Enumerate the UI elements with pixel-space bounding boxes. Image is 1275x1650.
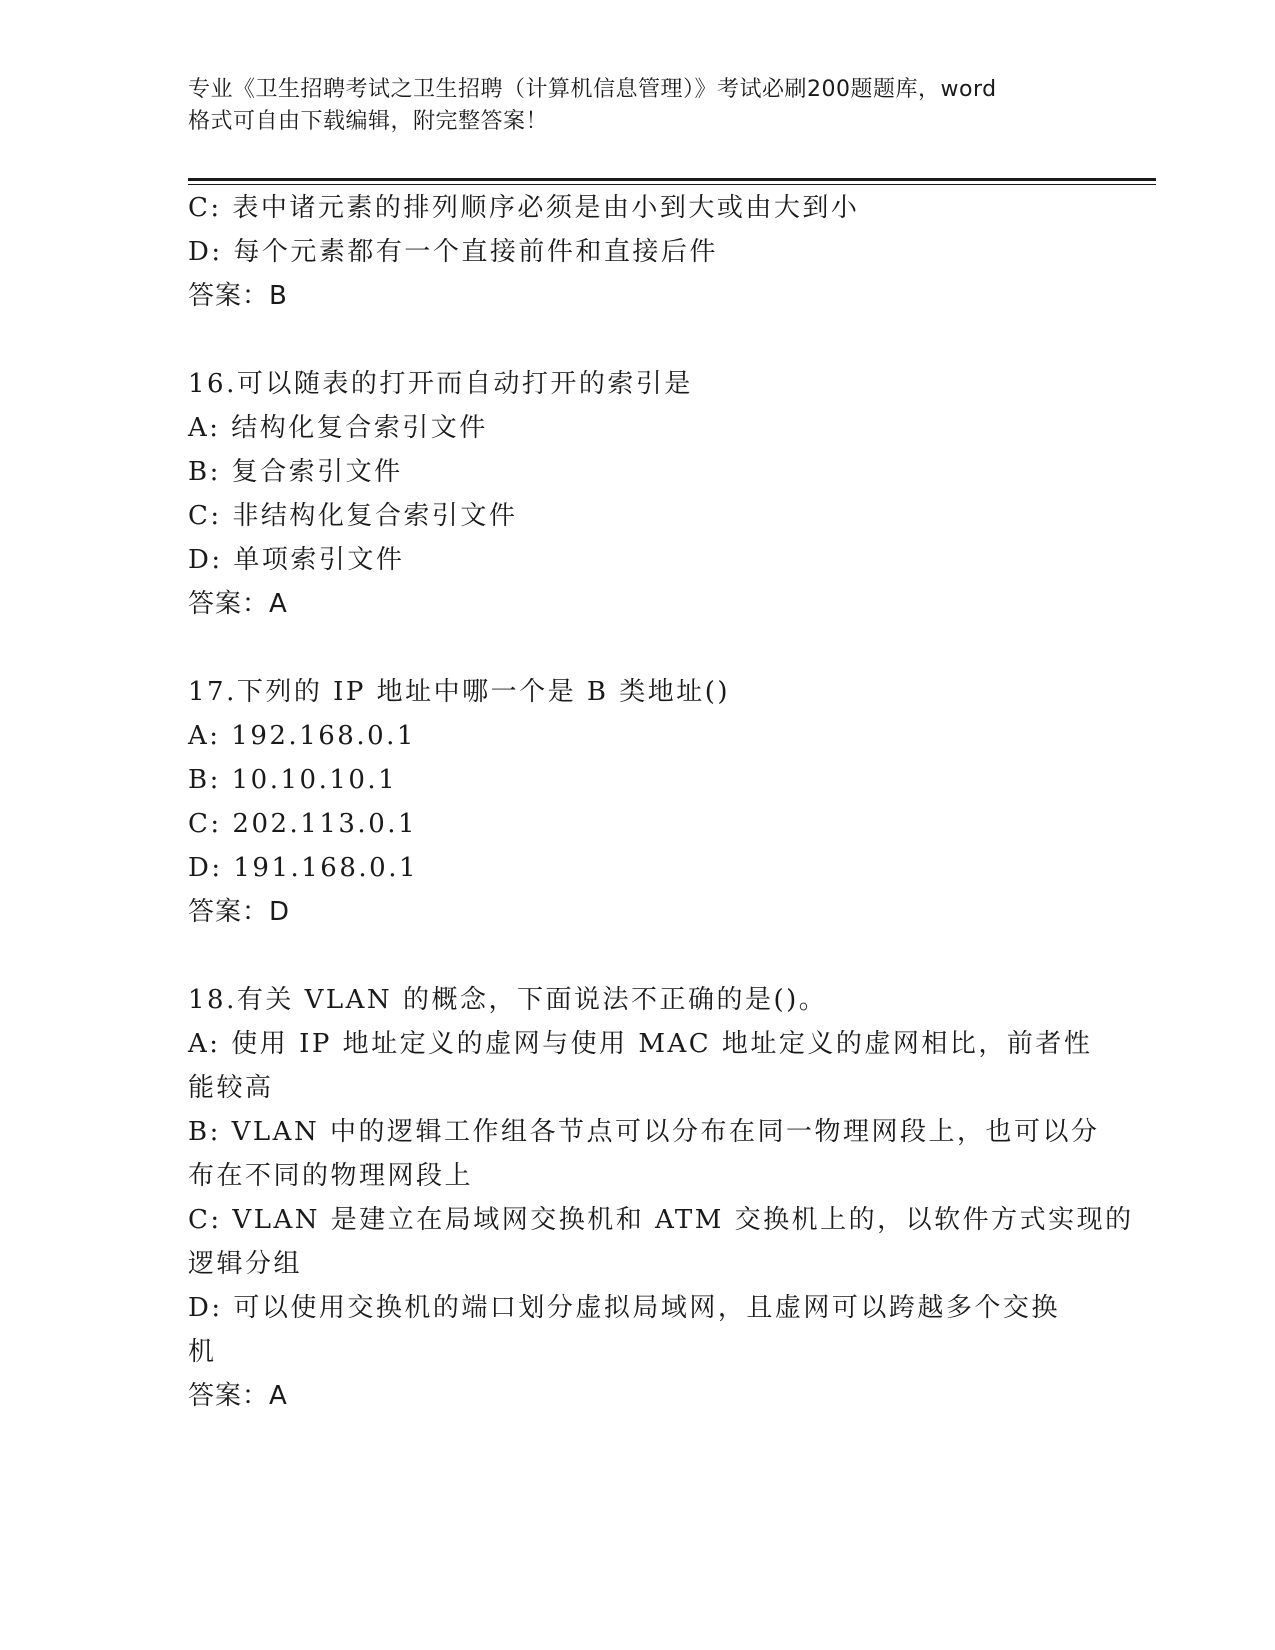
q15-option-c: C: 表中诸元素的排列顺序必须是由小到大或由大到小 bbox=[188, 193, 860, 223]
q17-answer: 答案：D bbox=[188, 897, 291, 927]
q17-option-d: D: 191.168.0.1 bbox=[188, 853, 418, 883]
header-divider-thick bbox=[188, 178, 1156, 181]
q15-answer: 答案：B bbox=[188, 281, 288, 311]
header-divider-thin bbox=[188, 184, 1156, 185]
q16-option-d: D: 单项索引文件 bbox=[188, 545, 405, 575]
q18-question: 18.有关 VLAN 的概念，下面说法不正确的是()。 bbox=[188, 985, 828, 1015]
header-line-2: 格式可自由下载编辑，附完整答案！ bbox=[188, 109, 549, 134]
q18-option-c-line-2: 逻辑分组 bbox=[188, 1249, 303, 1279]
q18-option-d-line-2: 机 bbox=[188, 1337, 217, 1367]
q16-question: 16.可以随表的打开而自动打开的索引是 bbox=[188, 369, 693, 399]
document-header bbox=[188, 74, 1088, 138]
q18-option-c-line-1: C: VLAN 是建立在局域网交换机和 ATM 交换机上的，以软件方式实现的 bbox=[188, 1205, 1134, 1235]
q15-option-d: D: 每个元素都有一个直接前件和直接后件 bbox=[188, 237, 718, 267]
q18-option-a-line-1: A: 使用 IP 地址定义的虚网与使用 MAC 地址定义的虚网相比，前者性 bbox=[188, 1029, 1093, 1059]
q17-option-c: C: 202.113.0.1 bbox=[188, 809, 418, 839]
q16-option-a: A: 结构化复合索引文件 bbox=[188, 413, 488, 443]
q16-answer: 答案：A bbox=[188, 589, 288, 619]
q17-option-a: A: 192.168.0.1 bbox=[188, 721, 416, 751]
q16-option-c: C: 非结构化复合索引文件 bbox=[188, 501, 518, 531]
q17-question: 17.下列的 IP 地址中哪一个是 B 类地址() bbox=[188, 677, 731, 707]
q18-answer: 答案：A bbox=[188, 1381, 288, 1411]
header-line-1: 专业《卫生招聘考试之卫生招聘（计算机信息管理）》考试必刷200题题库，word bbox=[188, 77, 997, 102]
q18-option-d-line-1: D: 可以使用交换机的端口划分虚拟局域网，且虚网可以跨越多个交换 bbox=[188, 1293, 1060, 1323]
q18-option-b-line-2: 布在不同的物理网段上 bbox=[188, 1161, 474, 1191]
q18-option-a-line-2: 能较高 bbox=[188, 1073, 274, 1103]
q18-option-b-line-1: B: VLAN 中的逻辑工作组各节点可以分布在同一物理网段上，也可以分 bbox=[188, 1117, 1100, 1147]
q17-option-b: B: 10.10.10.1 bbox=[188, 765, 398, 795]
q16-option-b: B: 复合索引文件 bbox=[188, 457, 403, 487]
